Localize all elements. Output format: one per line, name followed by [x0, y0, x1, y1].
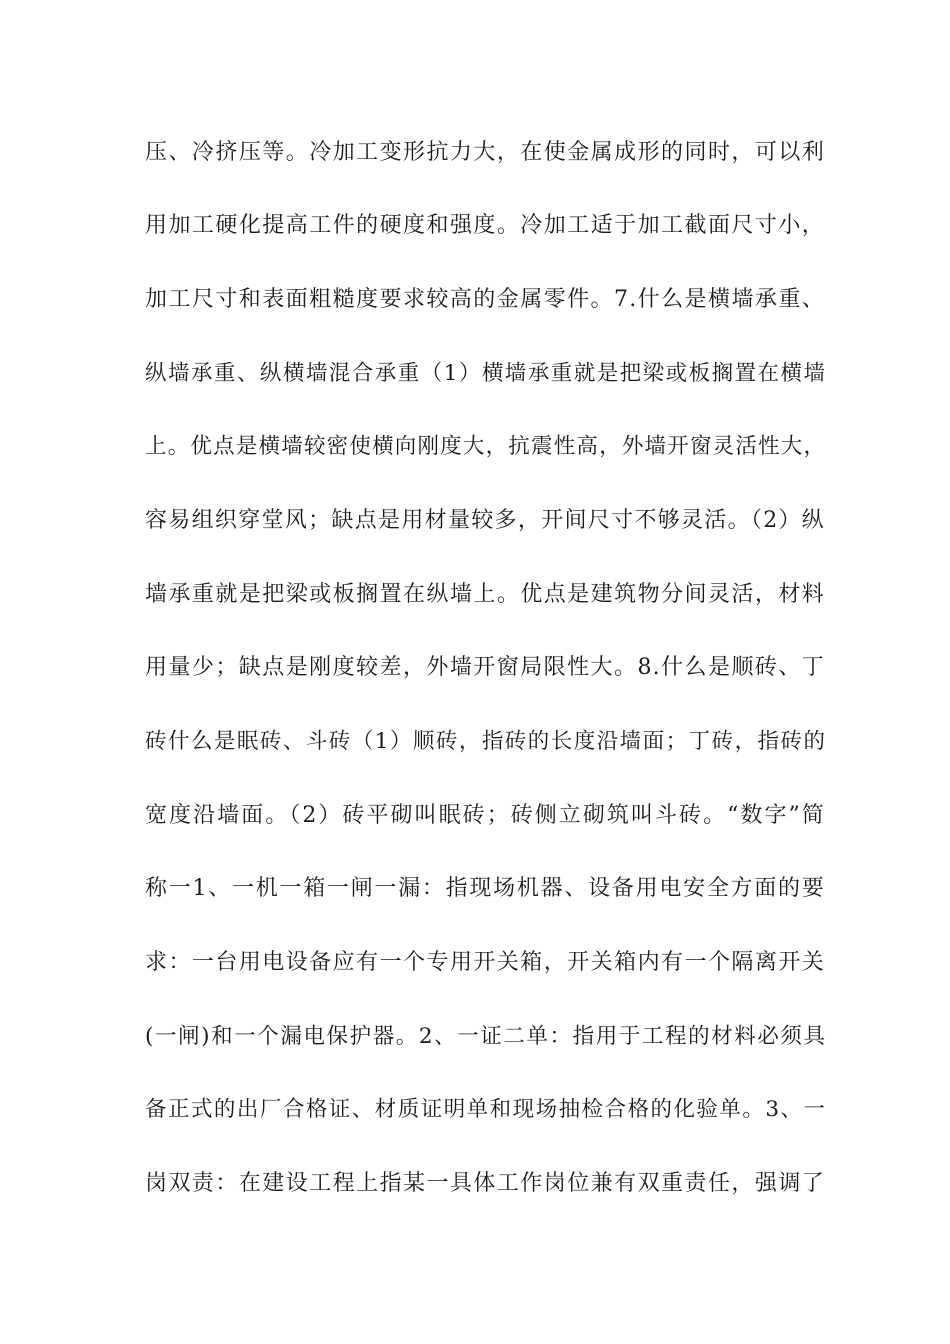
text-line: 上。优点是横墙较密使横向刚度大，抗震性高，外墙开窗灵活性大，	[145, 434, 825, 459]
text-line: 宽度沿墙面。（2）砖平砌叫眠砖；砖侧立砌筑叫斗砖。“数字”简	[145, 803, 825, 828]
text-line: 加工尺寸和表面粗糙度要求较高的金属零件。7.什么是横墙承重、	[145, 287, 825, 312]
text-line: 求：一台用电设备应有一个专用开关箱，开关箱内有一个隔离开关	[145, 950, 825, 975]
text-line: 纵墙承重、纵横墙混合承重（1）横墙承重就是把梁或板搁置在横墙	[145, 361, 825, 386]
text-line: 容易组织穿堂风；缺点是用材量较多，开间尺寸不够灵活。（2）纵	[145, 508, 825, 533]
text-line: 岗双责：在建设工程上指某一具体工作岗位兼有双重责任，强调了	[145, 1171, 825, 1196]
text-line: 用量少；缺点是刚度较差，外墙开窗局限性大。8.什么是顺砖、丁	[145, 655, 825, 680]
text-line: 称一1、一机一箱一闸一漏：指现场机器、设备用电安全方面的要	[145, 876, 825, 901]
text-line: 墙承重就是把梁或板搁置在纵墙上。优点是建筑物分间灵活，材料	[145, 582, 825, 607]
text-line: 备正式的出厂合格证、材质证明单和现场抽检合格的化验单。3、一	[145, 1097, 825, 1122]
text-line: 砖什么是眠砖、斗砖（1）顺砖，指砖的长度沿墙面；丁砖，指砖的	[145, 729, 825, 754]
text-line: 用加工硬化提高工件的硬度和强度。冷加工适于加工截面尺寸小，	[145, 213, 825, 238]
text-line: 压、冷挤压等。冷加工变形抗力大，在使金属成形的同时，可以利	[145, 140, 825, 165]
text-line: (一闸)和一个漏电保护器。2、一证二单：指用于工程的材料必须具	[145, 1024, 825, 1049]
